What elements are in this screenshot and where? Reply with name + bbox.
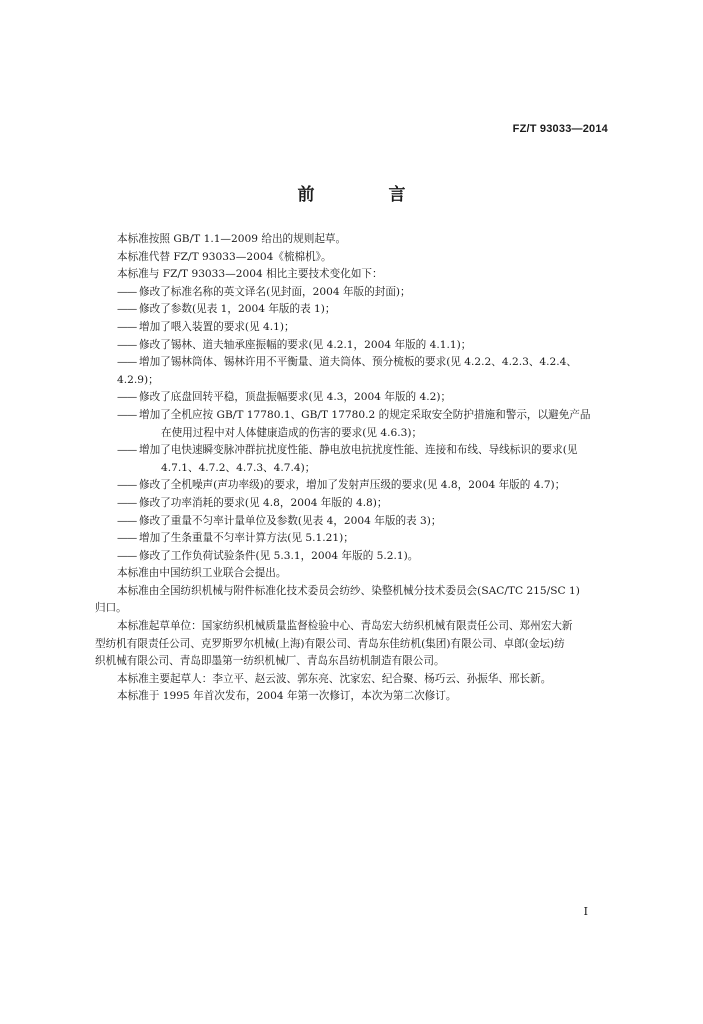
dash-marker: ——	[117, 514, 137, 527]
change-item	[95, 354, 615, 389]
change-text: 修改了标准名称的英文译名(见封面，2004 年版的封面)；	[139, 285, 411, 298]
change-item	[95, 301, 615, 319]
page-title: 前 言	[297, 185, 440, 205]
document-body	[95, 231, 615, 706]
change-item	[95, 530, 615, 548]
standard-code: FZ/T 93033—2014	[512, 123, 608, 135]
change-item	[95, 389, 615, 407]
change-text: 增加了生条重量不匀率计算方法(见 5.1.21)；	[139, 532, 354, 545]
change-text: 修改了锡林、道夫轴承座振幅的要求(见 4.2.1，2004 年版的 4.1.1)；	[139, 338, 472, 351]
change-text: 增加了全机应按 GB/T 17780.1、GB/T 17780.2 的规定采取安全防护措施和警示，以避免产品	[139, 408, 591, 421]
change-item	[95, 477, 615, 495]
dash-marker: ——	[117, 408, 137, 421]
change-item-continuation: 4.7.1、4.7.2、4.7.3、4.7.4)；	[161, 461, 316, 474]
change-text: 增加了电快速瞬变脉冲群抗扰度性能、静电放电抗扰度性能、连接和布线、导线标识的要求(见	[139, 444, 578, 457]
change-item	[95, 407, 615, 425]
change-item	[95, 442, 615, 460]
dash-marker: ——	[117, 496, 137, 509]
history: 本标准于 1995 年首次发布，2004 年第一次修订，本次为第二次修订。	[117, 690, 457, 703]
change-item	[95, 495, 615, 513]
dash-marker: ——	[117, 391, 137, 404]
dash-marker: ——	[117, 303, 137, 316]
change-item	[95, 513, 615, 531]
change-text: 修改了全机噪声(声功率级)的要求，增加了发射声压级的要求(见 4.8，2004 年版的 4.7)；	[139, 479, 566, 492]
drafting-units-line: 本标准起草单位：国家纺织机械质量监督检验中心、青岛宏大纺织机械有限责任公司、郑州宏大新	[117, 620, 573, 633]
change-text: 修改了重量不匀率计量单位及参数(见表 4，2004 年版的表 3)；	[139, 514, 442, 527]
change-item	[95, 319, 615, 337]
drafting-units-line: 型纺机有限责任公司、克罗斯罗尔机械(上海)有限公司、青岛东佳纺机(集团)有限公司、卓郎(金坛)纺	[95, 637, 565, 650]
page-number: I	[583, 905, 588, 918]
dash-marker: ——	[117, 479, 137, 492]
change-text: 修改了底盘回转平稳，顶盘振幅要求(见 4.3，2004 年版的 4.2)；	[139, 391, 452, 404]
change-item	[95, 337, 615, 355]
dash-marker: ——	[117, 532, 137, 545]
change-item-continuation: 在使用过程中对人体健康造成的伤害的要求(见 4.6.3)；	[161, 426, 423, 439]
intro-line: 本标准按照 GB/T 1.1—2009 给出的规则起草。	[117, 233, 347, 245]
changes-list	[95, 284, 615, 566]
centralized-by-line: 归口。	[95, 602, 127, 615]
change-text: 修改了功率消耗的要求(见 4.8，2004 年版的 4.8)；	[139, 496, 388, 509]
intro-line: 本标准与 FZ/T 93033—2004 相比主要技术变化如下：	[117, 268, 383, 281]
change-text: 修改了参数(见表 1，2004 年版的表 1)；	[139, 303, 336, 316]
dash-marker: ——	[117, 338, 137, 351]
change-text: 增加了锡林筒体、锡林许用不平衡量、道夫筒体、预分梳板的要求(见 4.2.2、4.2.3、4.2.4、4.2.9)；	[117, 356, 577, 386]
drafting-units-line: 织机械有限公司、青岛即墨第一纺织机械厂、青岛东昌纺机制造有限公司。	[95, 655, 445, 668]
dash-marker: ——	[117, 320, 137, 333]
intro-line: 本标准代替 FZ/T 93033—2004《梳棉机》。	[117, 250, 332, 263]
dash-marker: ——	[117, 285, 137, 298]
dash-marker: ——	[117, 549, 137, 562]
dash-marker: ——	[117, 356, 137, 369]
centralized-by-line: 本标准由全国纺织机械与附件标准化技术委员会纺纱、染整机械分技术委员会(SAC/TC 215/SC 1)	[117, 584, 580, 597]
change-item	[95, 548, 615, 566]
drafters: 本标准主要起草人：李立平、赵云波、郭东亮、沈家宏、纪合聚、杨巧云、孙振华、邢长新。	[117, 672, 552, 685]
change-item	[95, 284, 615, 302]
change-text: 增加了喂入装置的要求(见 4.1)；	[139, 320, 295, 333]
change-text: 修改了工作负荷试验条件(见 5.3.1，2004 年版的 5.2.1)。	[139, 549, 419, 562]
dash-marker: ——	[117, 444, 137, 457]
proposed-by: 本标准由中国纺织工业联合会提出。	[117, 567, 287, 580]
